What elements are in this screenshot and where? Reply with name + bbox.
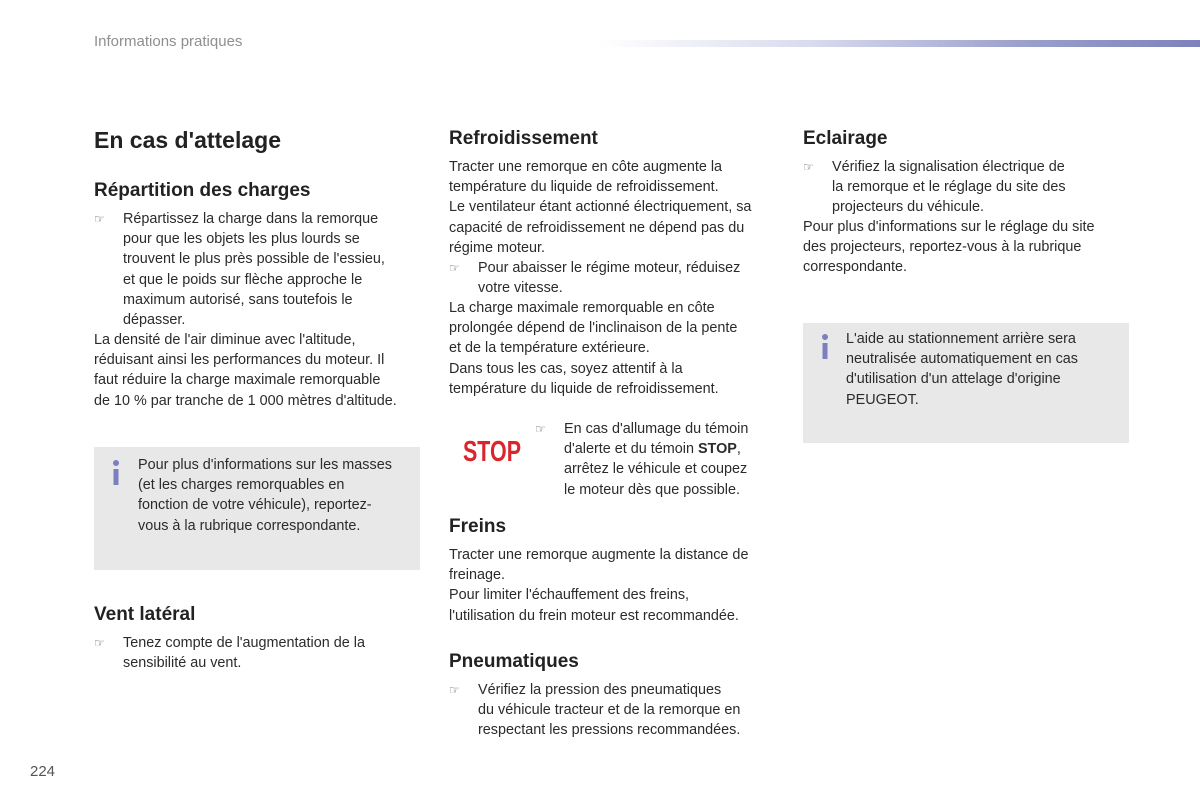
info-box-masses [94,447,420,570]
pointing-hand-icon: ☞ [94,212,105,226]
pointing-hand-icon: ☞ [535,422,546,436]
bullet-text: Tenez compte de l'augmentation de la sensibilité au vent. [123,635,365,672]
svg-text:STOP: STOP [463,436,521,468]
heading-pneumatiques: Pneumatiques [449,651,579,672]
page-title: En cas d'attelage [94,127,281,153]
header-bar [600,40,1200,47]
bullet-text: Vérifiez la pression des pneumatiques du véhicule tracteur et de la remorque en respectant les pressions recommandées. [478,682,741,739]
stop-text-part-1: En cas d'allumage du témoin d'alerte et du témoin [564,421,749,458]
paragraph-refroidissement-2: La charge maximale remorquable en côte prolongée dépend de l'inclinaison de la pente et de la température extérieure. Dans tous les cas, soyez attentif à la température du liquide de refroidissement. [449,300,738,397]
info-icon [110,459,122,487]
bullet-text: Répartissez la charge dans la remorque pour que les objets les plus lourds se trouvent le plus près possible de l'essieu, et que le poids sur flèche approche le maximum autorisé, sans toutefois le dépasser. [123,211,385,329]
pointing-hand-icon: ☞ [449,261,460,275]
pointing-hand-icon: ☞ [803,160,814,174]
stop-warning-icon [462,432,522,468]
heading-refroidissement: Refroidissement [449,128,598,149]
heading-repartition: Répartition des charges [94,180,311,201]
info-box-text: L'aide au stationnement arrière sera neutralisée automatiquement en cas d'utilisation d'un attelage d'origine PEUGEOT. [846,331,1078,408]
heading-vent: Vent latéral [94,604,196,625]
stop-text-part-2: , arrêtez le véhicule et coupez le moteur dès que possible. [564,441,748,498]
paragraph-freins: Tracter une remorque augmente la distance de freinage. Pour limiter l'échauffement des freins, l'utilisation du frein moteur est recommandée. [449,547,749,624]
bullet-text: Vérifiez la signalisation électrique de la remorque et le réglage du site des projecteurs du véhicule. [832,159,1066,216]
info-icon [819,333,831,361]
section-title: Informations pratiques [94,33,243,50]
heading-eclairage: Eclairage [803,128,888,149]
bullet-text [564,419,784,500]
paragraph-eclairage: Pour plus d'informations sur le réglage du site des projecteurs, reportez-vous à la rubrique correspondante. [803,219,1095,276]
stop-text-bold: STOP [697,441,737,458]
info-box-text: Pour plus d'informations sur les masses (et les charges remorquables en fonction de votre véhicule), reportez- vous à la rubrique correspondante. [138,457,392,534]
heading-freins: Freins [449,516,507,537]
pointing-hand-icon: ☞ [94,636,105,650]
bullet-text: Pour abaisser le régime moteur, réduisez votre vitesse. [478,260,741,297]
page-number: 224 [30,763,56,780]
info-box-stationnement [803,323,1129,443]
pointing-hand-icon: ☞ [449,683,460,697]
paragraph-refroidissement-1: Tracter une remorque en côte augmente la température du liquide de refroidissement. Le ventilateur étant actionné électriquement, sa capacité de refroidissement ne dépend pas du régime moteur. [449,159,752,256]
paragraph-altitude: La densité de l'air diminue avec l'altitude, réduisant ainsi les performances du moteur. Il faut réduire la charge maximale remorquable de 10 % par tranche de 1 000 mètres d'altitude. [94,332,397,409]
